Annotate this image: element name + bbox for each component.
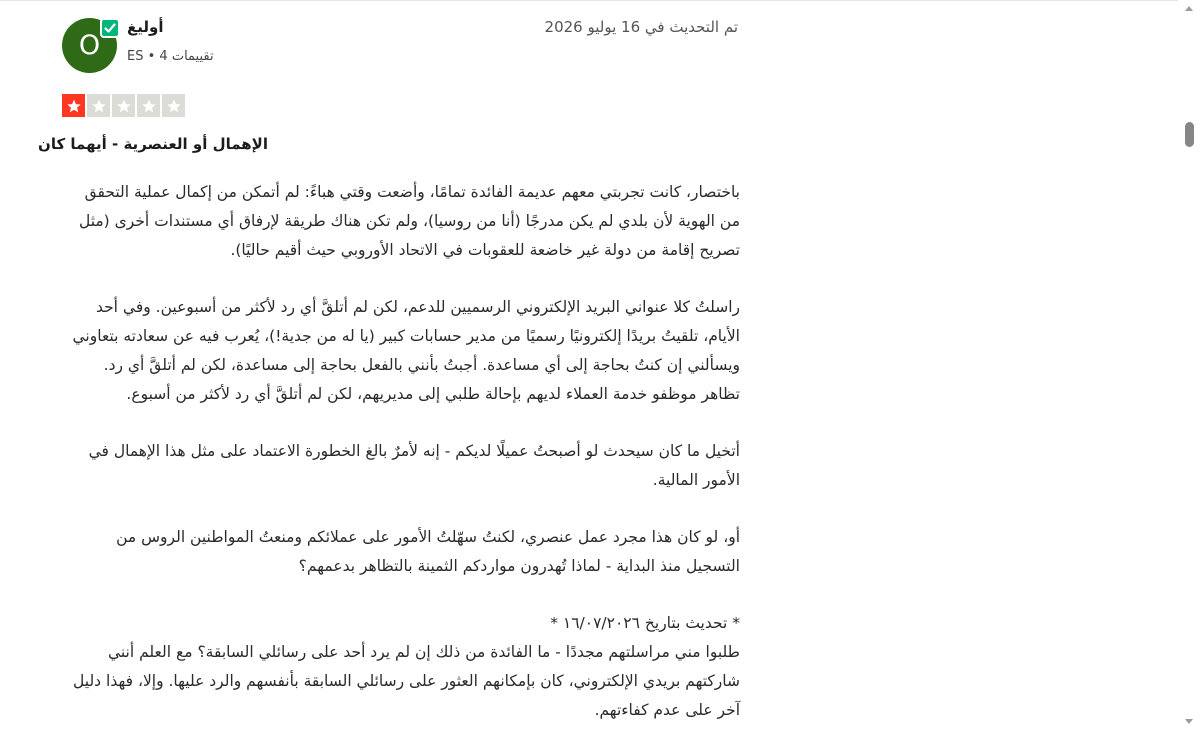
reviewer-name[interactable]: أوليغ	[127, 18, 164, 36]
reviewer-meta	[127, 49, 214, 64]
updated-date	[545, 18, 738, 36]
scrollbar[interactable]	[1178, 0, 1200, 730]
top-divider	[0, 0, 1178, 1]
scroll-up-arrow-icon[interactable]	[1185, 6, 1193, 11]
star-empty-icon	[137, 94, 160, 117]
review-body	[62, 178, 740, 730]
scroll-down-arrow-icon[interactable]	[1185, 719, 1193, 724]
updated-prefix: تم التحديث في	[644, 18, 738, 36]
star-filled-icon	[62, 94, 85, 117]
update-text: طلبوا مني مراسلتهم مجددًا - ما الفائدة من ذلك إن لم يرد أحد على رسائلي السابقة؟ مع العلم أنني شاركتهم بريدي الإلكتروني، كان بإمكانهم العثور على رسائلي السابقة بأنفسهم والرد عليها. وإلا، فهذا دليل آخر على عدم كفاءتهم.	[73, 643, 740, 719]
review-paragraph: أتخيل ما كان سيحدث لو أصبحتُ عميلًا لديكم - إنه لأمرٌ بالغ الخطورة الاعتماد على مثل هذا الإهمال في الأمور المالية.	[88, 442, 740, 489]
star-rating	[62, 94, 185, 117]
updated-date-value: 16 يوليو 2026	[544, 18, 641, 36]
review-paragraph: راسلتُ كلا عنواني البريد الإلكتروني الرسميين للدعم، لكن لم أتلقَّ أي رد لأكثر من أسبوعين. وفي أحد الأيام، تلقيتُ بريدًا إلكترونيًا رسميًا من مدير حسابات كبير (يا له من جدية!)، يُعرب فيه عن سعادته بتعاوني ويسألني إن كنتُ بحاجة إلى أي مساعدة. أجبتُ بأنني بالفعل بحاجة إلى مساعدة، لكن لم أتلقَّ أي رد. تظاهر موظفو خدمة العملاء لديهم بإحالة طلبي إلى مديريهم، لكن لم أتلقَّ أي رد لأكثر من أسبوع.	[72, 298, 740, 403]
reviewer-country: ES	[127, 49, 144, 64]
verified-check-icon	[100, 18, 120, 38]
scroll-thumb[interactable]	[1185, 122, 1194, 147]
reviews-count: 4	[159, 49, 168, 64]
review-paragraph: أو، لو كان هذا مجرد عمل عنصري، لكنتُ سهّلتُ الأمور على عملائكم ومنعتُ المواطنين الروس من التسجيل منذ البداية - لماذا تُهدرون مواردكم الثمينة بالتظاهر بدعمهم؟	[116, 528, 740, 575]
meta-separator: •	[147, 49, 156, 64]
avatar-initial: O	[78, 30, 101, 61]
review-title: الإهمال أو العنصرية - أيهما كان	[38, 135, 268, 153]
star-empty-icon	[162, 94, 185, 117]
star-empty-icon	[87, 94, 110, 117]
review-paragraph: باختصار، كانت تجربتي معهم عديمة الفائدة تمامًا، وأضعت وقتي هباءً: لم أتمكن من إكمال عملية التحقق من الهوية لأن بلدي لم يكن مدرجًا (أنا من روسيا)، ولم تكن هناك طريقة لإرفاق أي مستندات أخرى (مثل تصريح إقامة من دولة غير خاضعة للعقوبات في الاتحاد الأوروبي حيث أقيم حاليًا).	[78, 183, 740, 259]
update-heading: * تحديث بتاريخ ١٦/٠٧/٢٠٢٦ *	[550, 614, 740, 632]
reviews-label: تقييمات	[171, 49, 214, 64]
star-empty-icon	[112, 94, 135, 117]
